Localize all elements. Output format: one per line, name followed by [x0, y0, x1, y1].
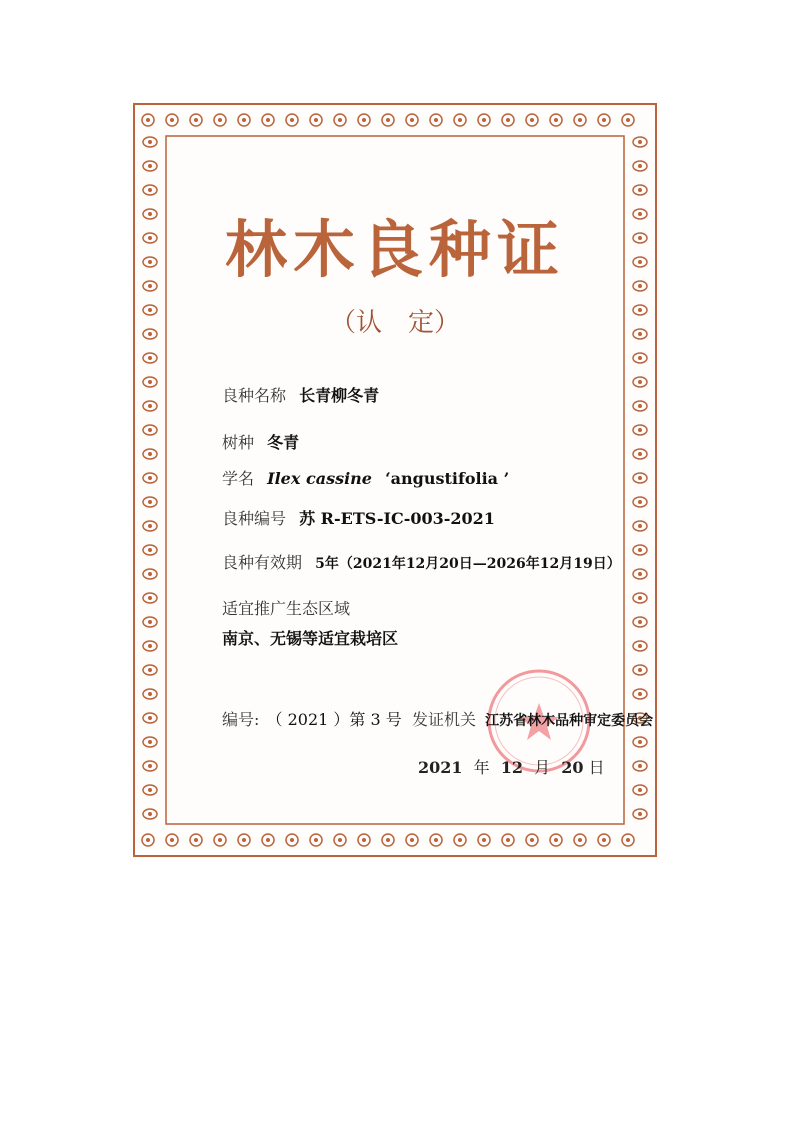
- date-month: 12: [500, 758, 523, 777]
- certificate-subtitle: （认 定）: [329, 308, 460, 338]
- variety-name-label: 良种名称: [222, 386, 287, 405]
- field-variety-name: [222, 383, 379, 406]
- issuer-line: [412, 707, 653, 730]
- issue-date: [418, 755, 605, 778]
- serial-line: [222, 707, 402, 730]
- issuer-label: 发证机关: [412, 710, 477, 729]
- date-year-unit: 年: [473, 758, 490, 777]
- serial-value: （ 2021 ）第 3 号: [266, 710, 402, 729]
- serial-label: 编号:: [222, 710, 260, 729]
- field-species: [222, 430, 299, 453]
- date-year: 2021: [418, 758, 463, 777]
- validity-value: 5年（2021年12月20日—2026年12月19日）: [315, 556, 621, 572]
- scientific-name-genus: Ilex cassine: [267, 469, 372, 488]
- variety-name-value: 长青柳冬青: [299, 386, 380, 405]
- number-value: 苏 R-ETS-IC-003-2021: [299, 509, 495, 528]
- field-region-value: [222, 626, 398, 649]
- date-day: 20: [561, 758, 584, 777]
- field-validity: [222, 550, 621, 573]
- date-day-unit: 日: [588, 758, 605, 777]
- field-scientific-name: [222, 466, 509, 489]
- date-month-unit: 月: [534, 758, 551, 777]
- certificate: [130, 100, 660, 860]
- scientific-name-cultivar: ‘angustifolia ’: [385, 469, 510, 488]
- scientific-name-label: 学名: [222, 469, 255, 488]
- species-label: 树种: [222, 433, 255, 452]
- region-label: 适宜推广生态区域: [222, 599, 351, 618]
- field-number: [222, 506, 495, 529]
- region-value: 南京、无锡等适宜栽培区: [222, 629, 399, 648]
- issuer-value: 江苏省林木品种审定委员会: [485, 713, 654, 729]
- certificate-title: 林木良种证: [224, 213, 565, 286]
- validity-label: 良种有效期: [222, 553, 303, 572]
- field-region-label: [222, 596, 350, 619]
- species-value: 冬青: [267, 433, 300, 452]
- number-label: 良种编号: [222, 509, 287, 528]
